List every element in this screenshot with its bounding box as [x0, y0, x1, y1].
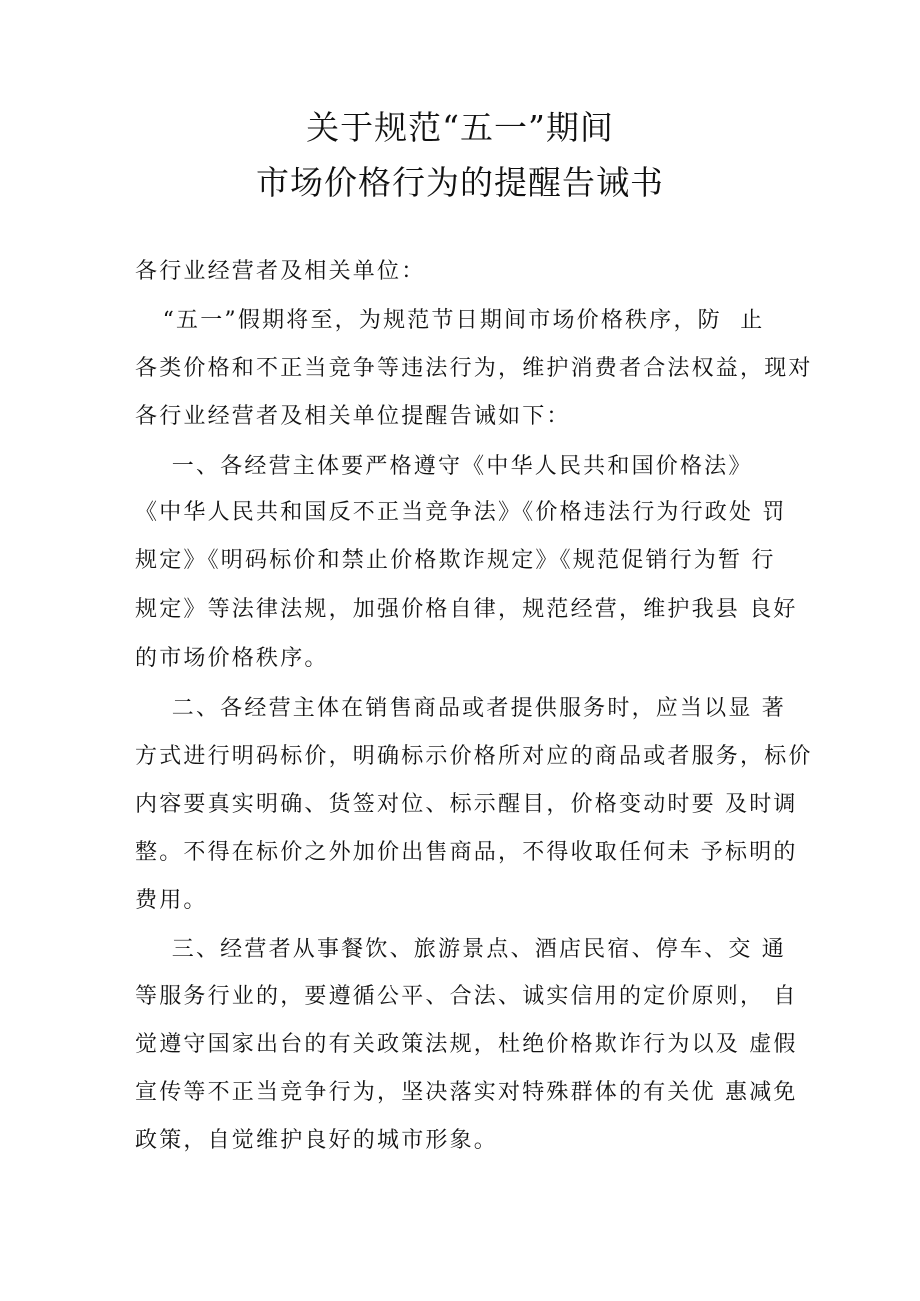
paragraph-line: 的市场价格秩序。 [135, 646, 329, 671]
salutation: 各行业经营者及相关单位： [135, 259, 426, 284]
paragraph-line: 规定》等法律法规，加强价格自律，规范经营，维护我县 良好 [135, 597, 798, 622]
paragraph-line: 等服务行业的，要遵循公平、合法、诚实信用的定价原则， 自 [135, 984, 798, 1009]
paragraph-line: 各类价格和不正当竞争等违法行为，维护消费者合法权益，现对 [135, 356, 813, 381]
paragraph-line: 宣传等不正当竞争行为，坚决落实对特殊群体的有关优 惠减免 [135, 1080, 798, 1105]
paragraph-line: 规定》《明码标价和禁止价格欺诈规定》《规范促销行为暂 行 [135, 548, 776, 573]
paragraph-line: 二、各经营主体在销售商品或者提供服务时，应当以显 著 [135, 696, 786, 721]
paragraph-line: 《中华人民共和国反不正当竞争法》《价格违法行为行政处 罚 [135, 500, 787, 525]
document-title-line-1: 关于规范“五一”期间 [306, 108, 614, 147]
paragraph-line: 内容要真实明确、货签对位、标示醒目，价格变动时要 及时调 [135, 792, 798, 817]
paragraph-line: 整。不得在标价之外加价出售商品，不得收取任何未 予标明的 [135, 840, 798, 865]
document-title-line-2: 市场价格行为的提醒告诫书 [256, 163, 664, 202]
paragraph-line: 政策，自觉维护良好的城市形象。 [135, 1128, 499, 1153]
paragraph-line: 三、经营者从事餐饮、旅游景点、酒店民宿、停车、交 通 [135, 937, 786, 962]
paragraph-line: 费用。 [135, 888, 208, 913]
paragraph-line: 各行业经营者及相关单位提醒告诫如下： [135, 404, 571, 429]
paragraph-line: 方式进行明码标价，明确标示价格所对应的商品或者服务，标价 [135, 744, 813, 769]
paragraph-line: 一、各经营主体要严格遵守《中华人民共和国价格法》 [135, 454, 753, 479]
paragraph-line: 觉遵守国家出台的有关政策法规，杜绝价格欺诈行为以及 虚假 [135, 1032, 798, 1057]
paragraph-line: “五一”假期将至，为规范节日期间市场价格秩序，防 止 [135, 308, 765, 333]
